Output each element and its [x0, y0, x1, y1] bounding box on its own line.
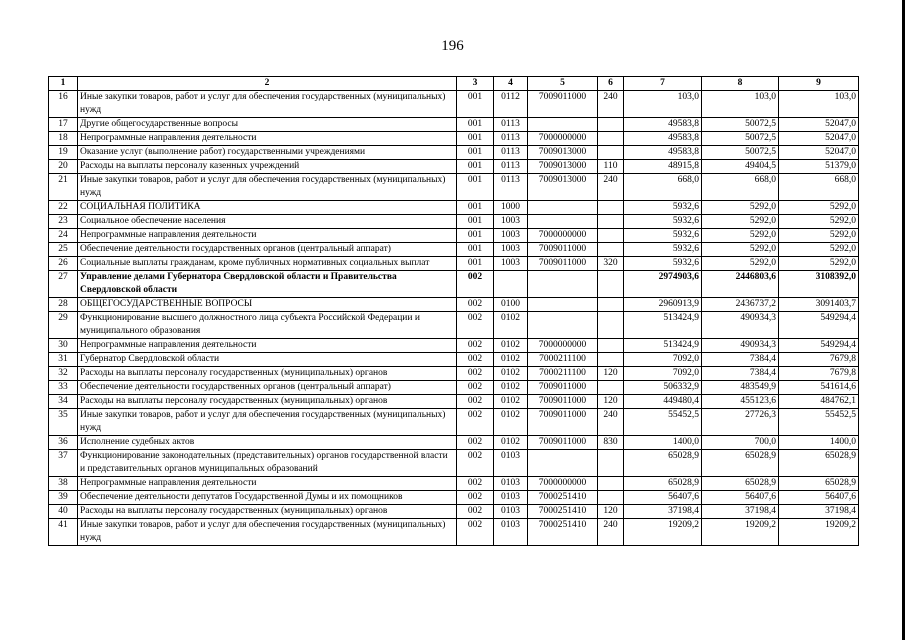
amount-col9: 37198,4 — [779, 505, 859, 519]
code-section: 0100 — [494, 298, 528, 312]
code-ministry: 002 — [457, 505, 494, 519]
code-ministry: 002 — [457, 436, 494, 450]
code-target: 7000000000 — [528, 132, 598, 146]
column-header: 7 — [624, 77, 702, 91]
code-target: 7000251410 — [528, 491, 598, 505]
code-section: 0102 — [494, 395, 528, 409]
table-row — [49, 436, 859, 450]
amount-col7: 49583,8 — [624, 146, 702, 160]
row-number: 19 — [49, 146, 78, 160]
code-section: 1003 — [494, 229, 528, 243]
amount-col7: 668,0 — [624, 174, 702, 201]
amount-col7: 513424,9 — [624, 312, 702, 339]
code-ministry: 001 — [457, 201, 494, 215]
row-name: Другие общегосударственные вопросы — [78, 118, 457, 132]
column-header: 8 — [702, 77, 779, 91]
row-name: ОБЩЕГОСУДАРСТВЕННЫЕ ВОПРОСЫ — [78, 298, 457, 312]
amount-col9: 549294,4 — [779, 339, 859, 353]
code-section: 0102 — [494, 367, 528, 381]
code-section: 0102 — [494, 312, 528, 339]
row-name: Непрограммные направления деятельности — [78, 132, 457, 146]
amount-col8: 5292,0 — [702, 229, 779, 243]
code-section: 0103 — [494, 519, 528, 546]
code-ministry: 002 — [457, 395, 494, 409]
amount-col8: 7384,4 — [702, 367, 779, 381]
amount-col7: 19209,2 — [624, 519, 702, 546]
row-number: 27 — [49, 271, 78, 298]
amount-col8: 37198,4 — [702, 505, 779, 519]
row-number: 24 — [49, 229, 78, 243]
code-section: 0103 — [494, 491, 528, 505]
amount-col9: 668,0 — [779, 174, 859, 201]
code-ministry: 001 — [457, 243, 494, 257]
row-number: 30 — [49, 339, 78, 353]
amount-col8: 49404,5 — [702, 160, 779, 174]
amount-col7: 5932,6 — [624, 243, 702, 257]
row-name: Социальные выплаты гражданам, кроме публичных нормативных социальных выплат — [78, 257, 457, 271]
amount-col9: 52047,0 — [779, 146, 859, 160]
row-name: Иные закупки товаров, работ и услуг для обеспечения государственных (муниципальных) нужд — [78, 409, 457, 436]
code-section — [494, 271, 528, 298]
table-row — [49, 271, 859, 298]
code-section: 1003 — [494, 215, 528, 229]
amount-col9: 52047,0 — [779, 118, 859, 132]
amount-col7: 5932,6 — [624, 257, 702, 271]
row-name: Управление делами Губернатора Свердловской области и Правительства Свердловской области — [78, 271, 457, 298]
code-ministry: 001 — [457, 229, 494, 243]
code-target: 7009011000 — [528, 409, 598, 436]
code-target — [528, 312, 598, 339]
table-row — [49, 174, 859, 201]
row-number: 17 — [49, 118, 78, 132]
code-section: 0102 — [494, 381, 528, 395]
amount-col7: 5932,6 — [624, 229, 702, 243]
row-number: 38 — [49, 477, 78, 491]
amount-col9: 1400,0 — [779, 436, 859, 450]
column-header: 4 — [494, 77, 528, 91]
amount-col8: 5292,0 — [702, 243, 779, 257]
row-name: Оказание услуг (выполнение работ) государственными учреждениями — [78, 146, 457, 160]
row-name: Расходы на выплаты персоналу государственных (муниципальных) органов — [78, 367, 457, 381]
amount-col7: 49583,8 — [624, 118, 702, 132]
row-number: 28 — [49, 298, 78, 312]
row-name: Иные закупки товаров, работ и услуг для обеспечения государственных (муниципальных) нужд — [78, 174, 457, 201]
amount-col8: 2446803,6 — [702, 271, 779, 298]
code-section: 0102 — [494, 353, 528, 367]
amount-col9: 3108392,0 — [779, 271, 859, 298]
code-expense-type: 830 — [598, 436, 624, 450]
amount-col9: 484762,1 — [779, 395, 859, 409]
amount-col7: 513424,9 — [624, 339, 702, 353]
amount-col8: 65028,9 — [702, 477, 779, 491]
code-expense-type — [598, 146, 624, 160]
amount-col8: 103,0 — [702, 91, 779, 118]
column-header: 6 — [598, 77, 624, 91]
row-name: Расходы на выплаты персоналу государственных (муниципальных) органов — [78, 395, 457, 409]
code-expense-type: 240 — [598, 91, 624, 118]
code-ministry: 002 — [457, 339, 494, 353]
code-section: 0102 — [494, 339, 528, 353]
amount-col8: 455123,6 — [702, 395, 779, 409]
amount-col9: 7679,8 — [779, 353, 859, 367]
amount-col9: 5292,0 — [779, 243, 859, 257]
code-expense-type — [598, 229, 624, 243]
code-target: 7009011000 — [528, 381, 598, 395]
amount-col9: 5292,0 — [779, 215, 859, 229]
amount-col9: 52047,0 — [779, 132, 859, 146]
row-name: Расходы на выплаты персоналу государственных (муниципальных) органов — [78, 505, 457, 519]
code-section: 0102 — [494, 436, 528, 450]
code-section: 0112 — [494, 91, 528, 118]
amount-col7: 449480,4 — [624, 395, 702, 409]
code-expense-type: 120 — [598, 395, 624, 409]
row-name: Социальное обеспечение населения — [78, 215, 457, 229]
amount-col7: 65028,9 — [624, 477, 702, 491]
row-name: Непрограммные направления деятельности — [78, 477, 457, 491]
header-row — [49, 77, 859, 91]
code-target — [528, 118, 598, 132]
amount-col8: 668,0 — [702, 174, 779, 201]
table-row — [49, 339, 859, 353]
code-target: 7000000000 — [528, 229, 598, 243]
code-target: 7009013000 — [528, 146, 598, 160]
amount-col8: 50072,5 — [702, 118, 779, 132]
code-expense-type — [598, 491, 624, 505]
column-header: 2 — [78, 77, 457, 91]
code-target — [528, 215, 598, 229]
amount-col8: 490934,3 — [702, 312, 779, 339]
row-number: 34 — [49, 395, 78, 409]
code-section: 0113 — [494, 132, 528, 146]
code-ministry: 002 — [457, 450, 494, 477]
amount-col8: 2436737,2 — [702, 298, 779, 312]
column-header: 5 — [528, 77, 598, 91]
row-number: 35 — [49, 409, 78, 436]
page-number: 196 — [441, 38, 464, 54]
code-ministry: 001 — [457, 215, 494, 229]
row-name: Функционирование высшего должностного лица субъекта Российской Федерации и муниципального образования — [78, 312, 457, 339]
code-ministry: 001 — [457, 132, 494, 146]
code-expense-type — [598, 215, 624, 229]
amount-col7: 1400,0 — [624, 436, 702, 450]
amount-col9: 5292,0 — [779, 201, 859, 215]
amount-col7: 7092,0 — [624, 367, 702, 381]
code-expense-type — [598, 271, 624, 298]
amount-col7: 56407,6 — [624, 491, 702, 505]
amount-col7: 506332,9 — [624, 381, 702, 395]
row-number: 33 — [49, 381, 78, 395]
amount-col8: 7384,4 — [702, 353, 779, 367]
amount-col8: 490934,3 — [702, 339, 779, 353]
row-number: 26 — [49, 257, 78, 271]
budget-table — [48, 76, 859, 546]
table-row — [49, 298, 859, 312]
code-target: 7000000000 — [528, 339, 598, 353]
row-name: Расходы на выплаты персоналу казенных учреждений — [78, 160, 457, 174]
code-expense-type: 110 — [598, 160, 624, 174]
amount-col7: 2960913,9 — [624, 298, 702, 312]
amount-col8: 50072,5 — [702, 146, 779, 160]
row-name: Функционирование законодательных (представительных) органов государственной власти и представительных органов муниципальных образований — [78, 450, 457, 477]
code-target: 7009011000 — [528, 436, 598, 450]
code-target — [528, 201, 598, 215]
row-number: 16 — [49, 91, 78, 118]
code-expense-type — [598, 381, 624, 395]
amount-col8: 5292,0 — [702, 215, 779, 229]
code-section: 0113 — [494, 118, 528, 132]
amount-col9: 3091403,7 — [779, 298, 859, 312]
code-target: 7000211100 — [528, 353, 598, 367]
code-ministry: 001 — [457, 91, 494, 118]
amount-col7: 7092,0 — [624, 353, 702, 367]
code-target: 7000251410 — [528, 519, 598, 546]
amount-col7: 103,0 — [624, 91, 702, 118]
row-name: Исполнение судебных актов — [78, 436, 457, 450]
table-row — [49, 353, 859, 367]
row-number: 32 — [49, 367, 78, 381]
code-expense-type: 240 — [598, 409, 624, 436]
amount-col7: 5932,6 — [624, 215, 702, 229]
amount-col8: 19209,2 — [702, 519, 779, 546]
amount-col7: 49583,8 — [624, 132, 702, 146]
code-expense-type — [598, 298, 624, 312]
code-target: 7009011000 — [528, 91, 598, 118]
row-name: Обеспечение деятельности депутатов Государственной Думы и их помощников — [78, 491, 457, 505]
row-number: 20 — [49, 160, 78, 174]
amount-col8: 65028,9 — [702, 450, 779, 477]
amount-col7: 55452,5 — [624, 409, 702, 436]
table-row — [49, 146, 859, 160]
amount-col7: 48915,8 — [624, 160, 702, 174]
amount-col9: 5292,0 — [779, 257, 859, 271]
table-row — [49, 243, 859, 257]
table-row — [49, 505, 859, 519]
row-number: 39 — [49, 491, 78, 505]
code-section: 0102 — [494, 409, 528, 436]
table-row — [49, 229, 859, 243]
amount-col8: 483549,9 — [702, 381, 779, 395]
amount-col7: 5932,6 — [624, 201, 702, 215]
code-expense-type — [598, 450, 624, 477]
amount-col7: 37198,4 — [624, 505, 702, 519]
table-row — [49, 312, 859, 339]
code-section: 0113 — [494, 146, 528, 160]
code-ministry: 001 — [457, 118, 494, 132]
column-header: 9 — [779, 77, 859, 91]
table-row — [49, 91, 859, 118]
code-target: 7009013000 — [528, 174, 598, 201]
code-ministry: 002 — [457, 271, 494, 298]
code-section: 1003 — [494, 257, 528, 271]
code-expense-type — [598, 118, 624, 132]
column-header: 1 — [49, 77, 78, 91]
code-section: 0103 — [494, 505, 528, 519]
amount-col9: 19209,2 — [779, 519, 859, 546]
code-target — [528, 271, 598, 298]
code-ministry: 002 — [457, 353, 494, 367]
table-row — [49, 477, 859, 491]
code-ministry: 002 — [457, 477, 494, 491]
table-row — [49, 118, 859, 132]
amount-col9: 51379,0 — [779, 160, 859, 174]
amount-col8: 27726,3 — [702, 409, 779, 436]
code-expense-type — [598, 243, 624, 257]
table-row — [49, 160, 859, 174]
table-row — [49, 395, 859, 409]
table-row — [49, 367, 859, 381]
table-row — [49, 450, 859, 477]
row-number: 31 — [49, 353, 78, 367]
amount-col9: 103,0 — [779, 91, 859, 118]
table-row — [49, 409, 859, 436]
table-row — [49, 257, 859, 271]
table-row — [49, 491, 859, 505]
code-target: 7009011000 — [528, 395, 598, 409]
code-ministry: 002 — [457, 381, 494, 395]
row-name: Обеспечение деятельности государственных органов (центральный аппарат) — [78, 381, 457, 395]
table-row — [49, 215, 859, 229]
code-ministry: 002 — [457, 312, 494, 339]
table-row — [49, 519, 859, 546]
code-target: 7000000000 — [528, 477, 598, 491]
amount-col9: 7679,8 — [779, 367, 859, 381]
amount-col9: 65028,9 — [779, 450, 859, 477]
code-ministry: 002 — [457, 367, 494, 381]
code-ministry: 001 — [457, 174, 494, 201]
code-ministry: 001 — [457, 146, 494, 160]
amount-col9: 549294,4 — [779, 312, 859, 339]
amount-col7: 2974903,6 — [624, 271, 702, 298]
code-expense-type: 240 — [598, 174, 624, 201]
code-ministry: 002 — [457, 491, 494, 505]
amount-col9: 65028,9 — [779, 477, 859, 491]
row-name: Иные закупки товаров, работ и услуг для обеспечения государственных (муниципальных) нужд — [78, 519, 457, 546]
row-number: 23 — [49, 215, 78, 229]
code-section: 0113 — [494, 160, 528, 174]
table-body — [49, 91, 859, 546]
row-name: СОЦИАЛЬНАЯ ПОЛИТИКА — [78, 201, 457, 215]
row-number: 40 — [49, 505, 78, 519]
amount-col8: 50072,5 — [702, 132, 779, 146]
code-target — [528, 450, 598, 477]
row-name: Губернатор Свердловской области — [78, 353, 457, 367]
code-expense-type — [598, 312, 624, 339]
code-expense-type — [598, 339, 624, 353]
amount-col9: 5292,0 — [779, 229, 859, 243]
row-name: Иные закупки товаров, работ и услуг для обеспечения государственных (муниципальных) нужд — [78, 91, 457, 118]
row-name: Обеспечение деятельности государственных органов (центральный аппарат) — [78, 243, 457, 257]
amount-col9: 56407,6 — [779, 491, 859, 505]
code-target: 7000211100 — [528, 367, 598, 381]
amount-col9: 55452,5 — [779, 409, 859, 436]
row-number: 21 — [49, 174, 78, 201]
code-expense-type: 120 — [598, 367, 624, 381]
code-expense-type — [598, 132, 624, 146]
amount-col8: 5292,0 — [702, 257, 779, 271]
code-ministry: 002 — [457, 409, 494, 436]
code-target: 7000251410 — [528, 505, 598, 519]
code-ministry: 002 — [457, 519, 494, 546]
code-ministry: 002 — [457, 298, 494, 312]
row-name: Непрограммные направления деятельности — [78, 339, 457, 353]
code-expense-type — [598, 353, 624, 367]
row-number: 37 — [49, 450, 78, 477]
code-ministry: 001 — [457, 257, 494, 271]
amount-col8: 56407,6 — [702, 491, 779, 505]
code-expense-type: 320 — [598, 257, 624, 271]
code-target — [528, 298, 598, 312]
code-section: 1000 — [494, 201, 528, 215]
amount-col7: 65028,9 — [624, 450, 702, 477]
code-expense-type: 240 — [598, 519, 624, 546]
code-section: 0103 — [494, 477, 528, 491]
code-section: 0113 — [494, 174, 528, 201]
amount-col9: 541614,6 — [779, 381, 859, 395]
code-section: 0103 — [494, 450, 528, 477]
code-expense-type — [598, 477, 624, 491]
amount-col8: 700,0 — [702, 436, 779, 450]
amount-col8: 5292,0 — [702, 201, 779, 215]
table-row — [49, 381, 859, 395]
row-number: 29 — [49, 312, 78, 339]
code-target: 7009011000 — [528, 257, 598, 271]
code-expense-type: 120 — [598, 505, 624, 519]
row-number: 22 — [49, 201, 78, 215]
table-row — [49, 132, 859, 146]
column-header: 3 — [457, 77, 494, 91]
code-section: 1003 — [494, 243, 528, 257]
code-target: 7009011000 — [528, 243, 598, 257]
row-number: 36 — [49, 436, 78, 450]
code-ministry: 001 — [457, 160, 494, 174]
row-number: 18 — [49, 132, 78, 146]
code-expense-type — [598, 201, 624, 215]
row-name: Непрограммные направления деятельности — [78, 229, 457, 243]
code-target: 7009013000 — [528, 160, 598, 174]
table-row — [49, 201, 859, 215]
row-number: 41 — [49, 519, 78, 546]
row-number: 25 — [49, 243, 78, 257]
